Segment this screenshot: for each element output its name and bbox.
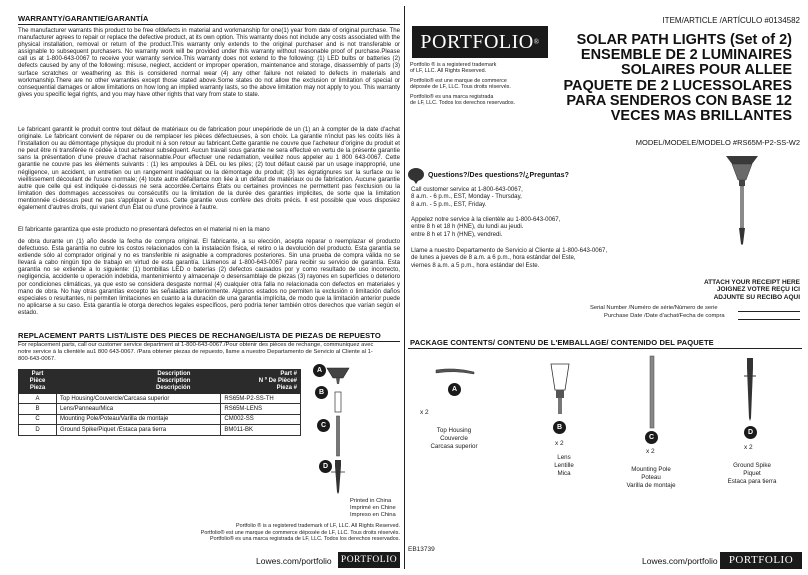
logo-text: PORTFOLIO [728,554,794,566]
tm-line: de LF, LLC. Todos los derechos reservados. [410,100,516,107]
cell-part-number: BM011-BK [221,425,301,435]
title-es-3: VECES MAS BRILLANTES [610,108,792,125]
questions-line: Appelez notre service à la clientèle au 1-800-643-0067, [411,216,561,223]
label-fr: Poteau [641,474,661,481]
callout-a: A [448,383,461,396]
product-title [563,33,792,124]
header-desc-es: Descripción [156,385,191,391]
label-a [419,427,489,451]
printed-in [350,498,396,519]
header-desc-fr: Description [157,378,191,384]
parts-table [18,369,301,436]
receipt-fr: JOIGNEZ VOTRE REÇU ICI [716,286,800,294]
cell-description: Ground Spike/Piquet /Estaca para tierra [57,425,221,435]
questions-line: 8 a.m. - 5 p.m., EST, Friday. [411,200,487,208]
cell-description: Lens/Panneau/Mica [57,404,221,414]
logo-text: PORTFOLIO [340,555,398,565]
label-en: Top Housing [436,427,472,434]
portfolio-logo [720,552,802,569]
questions-line: de lunes a jueves de 8 a.m. a 6 p.m., hora estándar del Este, [411,254,576,262]
table-row [19,414,301,424]
lens-illustration [549,362,571,418]
receipt-instruction [704,279,800,301]
cell-description: Top Housing/Couvercle/Carcasa superior [57,394,221,404]
cell-part: A [19,394,57,404]
callout-d: D [744,426,757,439]
quantity-b: x 2 [555,440,564,447]
label-es: Estaca para tierra [727,478,777,485]
purchase-date-line[interactable] [738,319,800,320]
website: Lowes.com/portfolio [642,556,718,566]
header-num-fr: N º De Pièce# [258,378,297,384]
questions-title: Questions?/Des questions?/¿Preguntas? [428,172,569,179]
divider [18,24,400,25]
header-part-fr: Pièce [29,378,46,384]
questions-line: Llame a nuestro Departamento de Servicio al Cliente al 1-800-643-0067, [411,247,608,254]
warranty-title: WARRANTY/GARANTIE/GARANTÍA [18,14,149,23]
label-fr: Couvercle [440,435,468,442]
product-illustration [722,150,762,246]
cell-description: Mounting Pole/Poteau/Varilla de montaje [57,414,221,424]
cell-part-number: CM002-SS [221,414,301,424]
label-b [534,454,594,478]
warranty-text-es-lead: El fabricante garantiza que este producto no presentará defectos en el material ni en la mano [18,226,270,233]
top-housing-illustration [434,368,476,380]
replacement-title: REPLACEMENT PARTS LIST/LISTE DES PIECES DE RECHANGE/LISTA DE PIEZAS DE REPUESTO [18,331,381,340]
title-es-1: PAQUETE DE 2 LUCESSOLARES [563,77,792,94]
warranty-text-fr: Le fabricant garantit le produit contre tout défaut de matériaux ou de fabrication pour unepériode de un (1) an à compter de la date d'achat originale. Le fabricant convient de réparer ou de remplacer les pièces défectueuses, à son choix. La garantie n'inclut pas les coûts liés à l'installation ou au démontage physique du produit ni à son retour au fabricant.Cette garantie ne couvre que l'acheteur d'origine du produit et ne peut être ni transférée ni cédée à tout acheteur subséquent. Aucun travail sous garantie ne sera effectué en vertu de la présente garantie sans la présentation d'une preuve d'achat raisonnable.Pour effectuer une redamation, veuillez nous appeler au 1 800 643-0067. Cette garantie ne couvre pas les éléments suivants : (1) les ampoules à DEL ou les piles; (2) tout défaut causé par un usage inapproprié, une négligence, un accident, un entretien ou un rangement inadéquat ou la démontage du produit; (3) les égratignures sur la surface ou le vieillissement découlant de l'usure normale; (4) toute autre défaillance non liée à un défaut de matériaux ou de fabrication. Aucune garantie autre que celle qui est indiquée ci-dessus ne sera accordée.Certains États ou certaines provinces ne permettent pas l'exclusion ou la limitation des dommages accessoires ou consécutifs ou la limitation de la durée des garanties implicites, de sorte que la limitation mentionnée ci-dessus peut ne pas s'appliquer à vous. Cette garantie vous confère des droits précis. Il est possible que vous disposiez également d'autres droits, qui varient d'un État ou d'une province à l'autre. [18,126,400,212]
label-es: Mica [557,470,571,477]
label-fr: Lentille [554,462,574,469]
header-part-es: Pieza [29,385,46,391]
printed-fr: Imprimé en Chine [350,505,396,511]
header-description [57,370,221,394]
cell-part-number: RS65M-P2-SS-TH [221,394,301,404]
header-part-number [221,370,301,394]
title-fr-2: SOLAIRES POUR ALLEE [620,62,792,79]
trademark-fr: Portfolio® est une marque de commerce déposée de LF, LLC. Tous droits réservés. [200,529,400,536]
quantity-d: x 2 [744,444,753,451]
title-fr-1: ENSEMBLE DE 2 LUMINAIRES [580,47,792,64]
mounting-pole-illustration [647,354,657,430]
package-title: PACKAGE CONTENTS/ CONTENU DE L'EMBALLAGE/ CONTENIDO DEL PAQUETE [410,338,714,347]
header-num-en: Part # [280,371,297,377]
portfolio-logo [412,26,548,58]
label-en: Ground Spike [733,462,771,469]
questions-line: viernes 8 a.m. a 5 p.m., hora estándar del Este. [411,261,540,269]
table-row [19,394,301,404]
callout-c: C [317,419,330,432]
quantity-a: x 2 [420,409,429,416]
trademark-es: Portfolio® es una marca registrada de LF, LLC. Todos los derechos reservados. [210,536,400,543]
printed-en: Printed in China [350,498,392,504]
tm-line: déposée de LF, LLC. Tous droits réservés. [410,84,511,91]
questions-es [411,247,607,269]
serial-number-label: Serial Number /Numéro de série/Número de serie [590,305,718,311]
label-fr: Piquet [743,470,761,477]
quantity-c: x 2 [646,448,655,455]
logo-text: PORTFOLIO [420,31,534,53]
title-es-2: PARA SENDEROS CON BASE 12 [566,92,792,109]
cell-part: C [19,414,57,424]
callout-c: C [645,431,658,444]
tm-line: Portfolio ® is a registered trademark [410,62,497,68]
tm-line: of LF, LLC. All Rights Reserved. [410,68,487,75]
title-en: SOLAR PATH LIGHTS (Set of 2) [576,32,792,48]
questions-en [411,186,523,208]
document-code: EB13739 [408,546,435,553]
tm-line: Portfolio® es una marca registrada [410,93,494,100]
ground-spike-illustration [742,356,758,424]
receipt-en: ATTACH YOUR RECEIPT HERE [703,279,800,286]
cell-part-number: RS65M-LENS [221,404,301,414]
warranty-text-en: The manufacturer warrants this product to be free ofdefects in material and workmanship for one(1) year from date of original purchase. The manufacturer agrees to repair or replace the defective product, at its own option. This warranty does not include any costs associated with the physical installation, removal or return of the product.This warranty only extends to the original purchaser and is not transferable or assignable to subsequent purchasers. No warranty work will be provided under this warranty without reasonable proof of purchase.Please call us at 1-800-643-0067 to receive your warranty service.This warranty does not extend to the following: (1) LED bulbs or batteries (2) defects caused by any of the following: misuse, neglect, accident or improper operation, maintenance and storage, disassembly of parts (3) surface scratches or weathering as this is considered normal wear (4) any other failure not related to defects in materials and workmanship.There are no other warranties except those stated above.Some states do not allow the exclusion or limitation of special or consequential damages or allow limitations on how long an implied warranty lasts, so the above limitation may not apply to you. This warranty gives you specific legal rights, and you may have other rights that vary from state to state. [18,27,400,98]
callout-a: A [313,364,326,377]
purchase-date-label: Purchase Date /Date d'achat/Fecha de compra [604,313,725,319]
questions-fr [411,216,560,238]
trademark-en: Portfolio ® is a registered trademark of LF, LLC. All Rights Reserved. [236,523,400,529]
serial-number-line[interactable] [738,311,800,312]
label-es: Varilla de montaje [626,482,676,489]
cell-part: D [19,425,57,435]
label-en: Mounting Pole [631,466,671,473]
parts-exploded-illustration [305,360,365,500]
table-row [19,404,301,414]
callout-b: B [553,421,566,434]
questions-line: 8 a.m. - 6 p.m., EST, Monday - Thursday, [411,193,522,201]
header-desc-en: Description [157,371,191,377]
label-c [616,466,686,490]
header-part [19,370,57,394]
website: Lowes.com/portfolio [256,556,332,566]
replacement-intro: For replacement parts, call our customer service department at 1-800-643-0067./Pour obtenir des pièces de rechange, communiquez avec notre service à la clientèle au1 800 643-0067. /Para obtener piezas de repuesto, llame a nuestro Departamento de Servicio al Cliente al 1-800-643-0067. [18,342,374,362]
receipt-es: ADJUNTE SU RECIBO AQUI [713,293,800,301]
callout-d: D [319,460,332,473]
item-number: ITEM/ARTICLE /ARTÍCULO #0134582 [662,16,800,25]
tm-line: Portfolio® est une marque de commerce [410,77,507,84]
questions-line: entre 8 h et 18 h (HNE), du lundi au jeudi. [411,223,524,231]
trademark-notice [120,523,400,543]
divider [408,348,802,349]
questions-line: Call customer service at 1-800-643-0067, [411,186,523,193]
printed-es: Impreso en China [350,512,396,518]
warranty-text-es: de obra durante un (1) año desde la fecha de compra original. El fabricante, a su elección, acepta reparar o reemplazar el producto defectuoso. Esta garantía no cubre los costos relacionados con la instalación física, el retiro o la devolución del producto. Esta garantía se extiende sólo al comprador original y no es transferible ni asignable a compradores posteriores. Sin una prueba de compra válida no se llevará a cabo ningún tipo de trabajo en virtud de esta garantía. Llámenos al 1-800-643-0067 para recibir su servicio de garantía. Esta garantía no se extiende a lo siguiente: (1) bombillas LED o baterías (2) defectos causados por y como resultado de uso incorrecto, negligencia, accidente u operación indebida, mantenimiento y almacenaje o desensamblaje de piezas (3) rayones en superficies o deterioro por condiciones climáticas, ya que esto se considera desgaste normal (4) cualquier otra falla no relacionada con defectos en materiales y mano de obra. No hay otras garantías excepto las señaladas anteriormente. Algunos estados no permiten la exclusión o limitación daños especiales o resultantes, ni permiten limitaciones en cuanto a la duración de una garantía implícita, de modo que la limitación anterior puede no aplicarse a su caso. Esta garantía le otorga derechos legales específicos, pero podría tener también otros derechos que varían según el estado. [18,238,400,316]
trademark-block [410,62,545,106]
cell-part: B [19,404,57,414]
callout-b: B [315,386,328,399]
header-part-en: Part [31,371,44,377]
parts-table-header [19,370,301,394]
registered-mark: ® [533,38,540,46]
right-page [404,0,808,575]
speech-bubble-tail [412,178,420,184]
label-es: Carcasa superior [430,443,478,450]
model-number: MODEL/MODELE/MODELO #RS65M-P2-SS-W2 [635,138,800,147]
questions-line: entre 8 h et 17 h (HNE), vendredi. [411,230,503,238]
label-en: Lens [557,454,571,461]
label-d [716,462,788,486]
header-num-es: Pieza # [276,385,297,391]
table-row [19,425,301,435]
portfolio-logo [338,552,400,568]
